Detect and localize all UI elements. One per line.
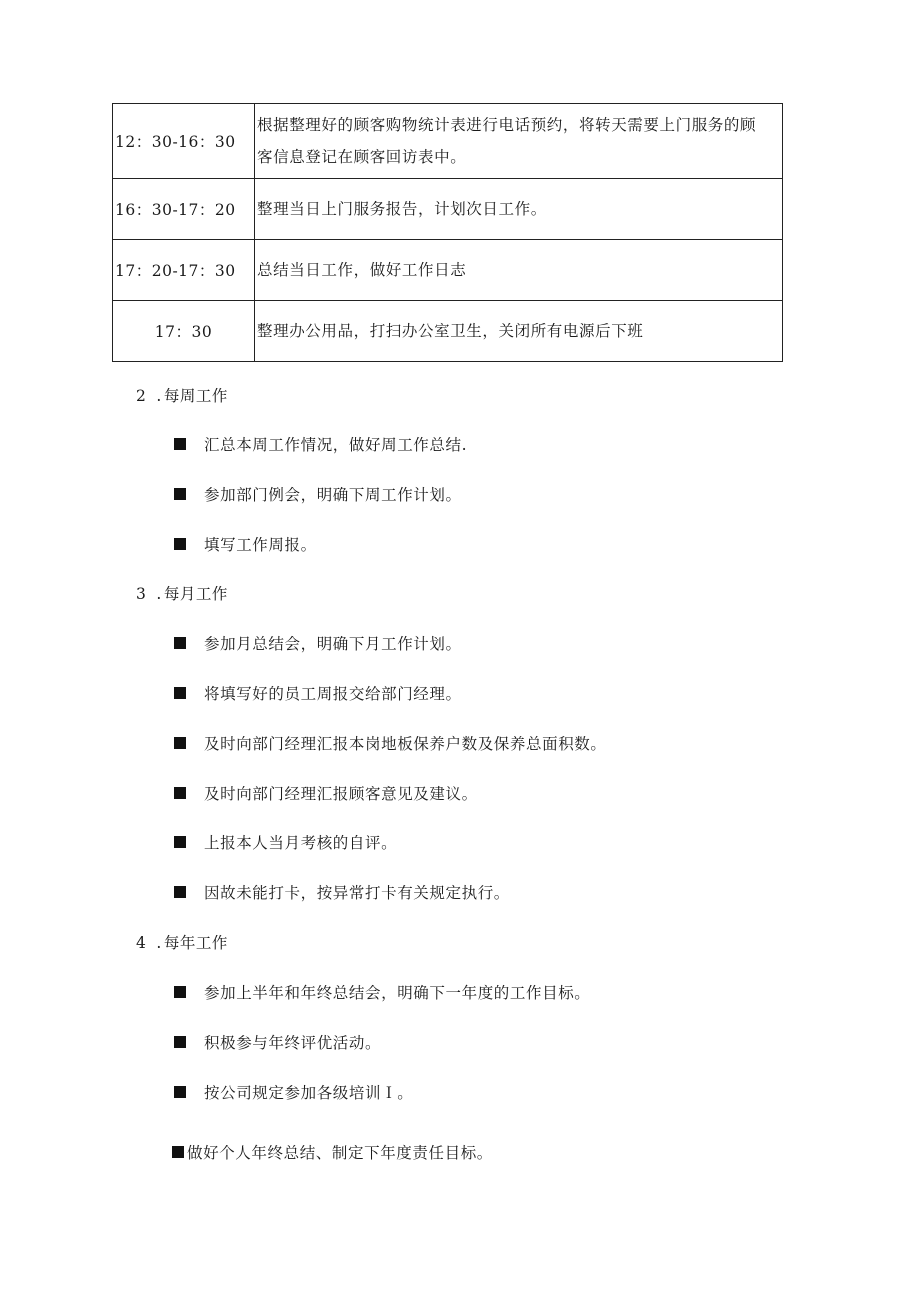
section-heading-yearly: 4 . 每年工作 (136, 934, 228, 952)
list-item: 及时向部门经理汇报本岗地板保养户数及保养总面积数。 (174, 732, 607, 754)
schedule-row (113, 179, 783, 240)
square-bullet-icon (174, 737, 186, 749)
schedule-row (113, 104, 783, 179)
section-title: 每周工作 (163, 387, 228, 405)
schedule-task: 总结当日工作，做好工作日志 (255, 240, 783, 301)
schedule-row (113, 301, 783, 362)
square-bullet-icon (174, 488, 186, 500)
square-bullet-icon (174, 1036, 186, 1048)
square-bullet-icon (174, 886, 186, 898)
section-title: 每月工作 (163, 585, 228, 603)
square-bullet-icon (174, 687, 186, 699)
schedule-time: 12：30-16：30 (113, 104, 255, 179)
list-item: 将填写好的员工周报交给部门经理。 (174, 682, 462, 704)
section-number: 4 (136, 934, 147, 952)
section-number: 3 (136, 585, 147, 603)
square-bullet-icon (174, 1086, 186, 1098)
schedule-row (113, 240, 783, 301)
square-bullet-icon (172, 1146, 184, 1158)
list-item: 做好个人年终总结、制定下年度责任目标。 (172, 1141, 493, 1163)
schedule-time: 16：30-17：20 (113, 179, 255, 240)
section-heading-weekly: 2 . 每周工作 (136, 387, 228, 405)
list-item: 填写工作周报。 (174, 533, 317, 555)
list-item: 汇总本周工作情况，做好周工作总结. (174, 433, 467, 455)
list-item: 参加上半年和年终总结会，明确下一年度的工作目标。 (174, 981, 590, 1003)
list-item: 按公司规定参加各级培训Ｉ。 (174, 1081, 413, 1103)
list-item: 上报本人当月考核的自评。 (174, 831, 397, 853)
schedule-table (112, 103, 783, 362)
section-number: 2 (136, 387, 147, 405)
schedule-task-line: 根据整理好的顾客购物统计表进行电话预约，将转天需要上门服务的顾 (257, 116, 757, 134)
schedule-task: 整理办公用品，打扫办公室卫生，关闭所有电源后下班 (255, 301, 783, 362)
square-bullet-icon (174, 986, 186, 998)
schedule-task-line: 客信息登记在顾客回访表中。 (257, 148, 467, 166)
list-item: 参加部门例会，明确下周工作计划。 (174, 483, 462, 505)
square-bullet-icon (174, 538, 186, 550)
list-item: 及时向部门经理汇报顾客意见及建议。 (174, 782, 478, 804)
schedule-task (255, 104, 783, 179)
schedule-time: 17：30 (113, 301, 255, 362)
list-item: 积极参与年终评优活动。 (174, 1031, 381, 1053)
square-bullet-icon (174, 637, 186, 649)
square-bullet-icon (174, 787, 186, 799)
schedule-task: 整理当日上门服务报告，计划次日工作。 (255, 179, 783, 240)
square-bullet-icon (174, 438, 186, 450)
list-item: 因故未能打卡，按异常打卡有关规定执行。 (174, 881, 510, 903)
schedule-time: 17：20-17：30 (113, 240, 255, 301)
section-heading-monthly: 3 . 每月工作 (136, 585, 228, 603)
section-title: 每年工作 (163, 934, 228, 952)
list-item: 参加月总结会，明确下月工作计划。 (174, 632, 462, 654)
square-bullet-icon (174, 836, 186, 848)
